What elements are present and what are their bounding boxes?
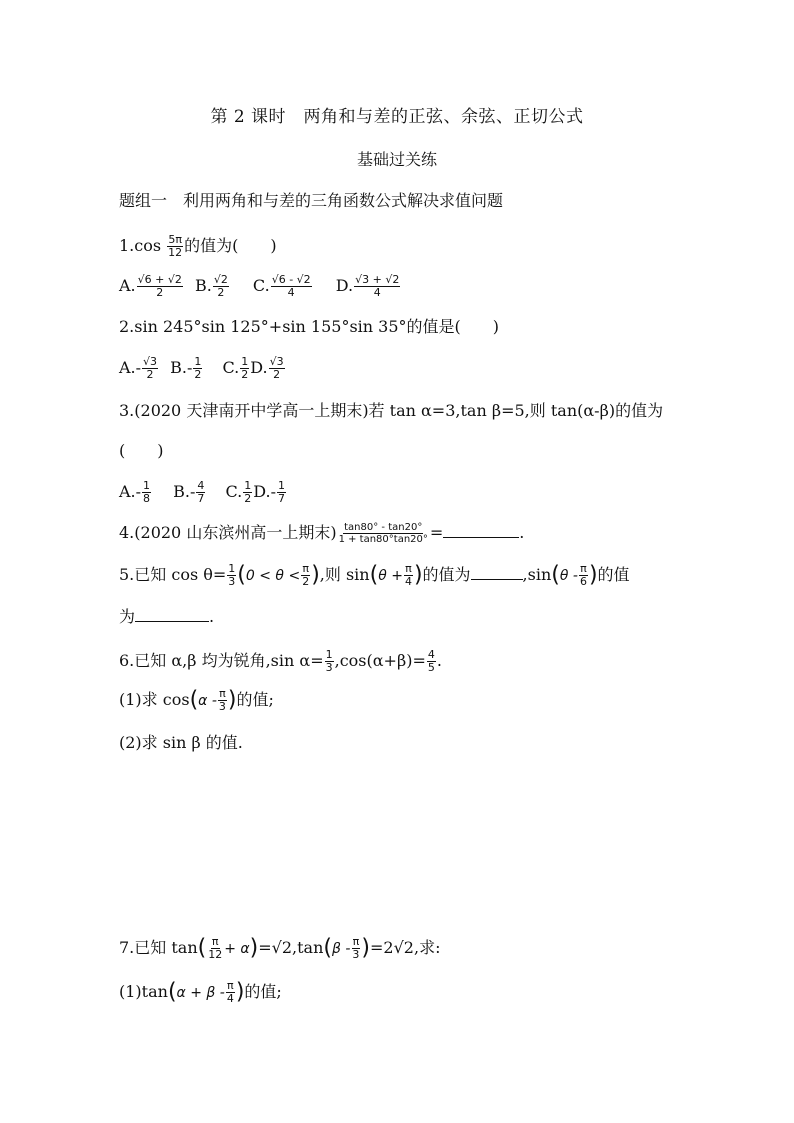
q4-prefix: 4.(2020 山东滨州高一上期末) <box>119 523 337 542</box>
question-6: 6.已知 α,β 均为锐角,sin α= $\frac{1}{3}$ ,cos(α+β)= $\frac{4}{5}$ . <box>119 648 442 674</box>
q2-option-c[interactable]: C. $\frac{1}{2}$ <box>222 355 249 381</box>
question-7: 7.已知 tan( $\frac{\pi}{12}$ + α)=√2,tan(β - $\frac{\pi}{3}$ )=2√2,求: <box>119 935 441 961</box>
question-6-part-1: (1)求 cos(α - $\frac{\pi}{3}$ )的值; <box>119 687 274 713</box>
question-7-part-1: (1)tan(α + β - $\frac{\pi}{4}$ )的值; <box>119 979 282 1005</box>
question-4: 4.(2020 山东滨州高一上期末) $\frac{\tan 80^\circ - \tan 20^\circ}{1 + \tan 80^\circ\tan 20^\circ}$ = . <box>119 522 525 545</box>
q4-answer-blank[interactable] <box>443 523 519 538</box>
q1-option-d[interactable]: D. $\frac{√3 + √2}{4}$ <box>335 273 400 299</box>
section-subtitle: 基础过关练 <box>356 150 437 169</box>
q2-option-d[interactable]: D. $\frac{√3}{2}$ <box>250 355 284 381</box>
q3-option-a[interactable]: A.- $\frac{1}{8}$ <box>119 479 151 505</box>
q5-answer-blank-1[interactable] <box>471 565 523 580</box>
q2-option-a[interactable]: A.- $\frac{√3}{2}$ <box>119 355 158 381</box>
question-3-options <box>119 480 287 505</box>
q5-answer-blank-2[interactable] <box>135 607 209 622</box>
question-5-line-2: 为 . <box>119 607 215 626</box>
q2-option-b[interactable]: B.- $\frac{1}{2}$ <box>170 355 202 381</box>
q3-option-d[interactable]: D.- $\frac{1}{7}$ <box>253 479 285 505</box>
question-6-part-2: (2)求 sin β 的值. <box>119 733 243 752</box>
q3-option-c[interactable]: C. $\frac{1}{2}$ <box>225 479 252 505</box>
q1-fraction: $\frac{5\pi}{12}$ <box>168 233 183 259</box>
question-2: 2.sin 245°sin 125°+sin 155°sin 35°的值是( ) <box>119 317 500 336</box>
question-1 <box>119 234 277 259</box>
q1-option-a[interactable]: A. $\frac{√6 + √2}{2}$ <box>119 273 182 299</box>
question-2-options <box>119 356 286 381</box>
q4-fraction: $\frac{\tan 80^\circ - \tan 20^\circ}{1 + \tan 80^\circ\tan 20^\circ}$ <box>338 522 428 545</box>
q1-prefix: 1.cos <box>119 236 162 255</box>
q3-option-b[interactable]: B.- $\frac{4}{7}$ <box>173 479 205 505</box>
q1-option-b[interactable]: B. $\frac{√2}{2}$ <box>194 273 228 299</box>
question-5: 5.已知 cos θ= $\frac{1}{3}$ (0 < θ < $\frac{\pi}{2}$ ),则 sin(θ + $\frac{\pi}{4}$ )的值为 ,sin(θ - $\frac{\pi}{6}$ )的值 <box>119 562 630 588</box>
question-1-options <box>119 274 407 299</box>
q1-suffix: 的值为( ) <box>184 236 277 255</box>
question-group-heading: 题组一 利用两角和与差的三角函数公式解决求值问题 <box>119 191 504 210</box>
lesson-title: 第 2 课时 两角和与差的正弦、余弦、正切公式 <box>210 107 584 127</box>
question-3: 3.(2020 天津南开中学高一上期末)若 tan α=3,tan β=5,则 tan(α-β)的值为 <box>119 401 664 420</box>
question-3-answer-paren: ( ) <box>119 441 164 460</box>
q1-option-c[interactable]: C. $\frac{√6 - √2}{4}$ <box>252 273 311 299</box>
